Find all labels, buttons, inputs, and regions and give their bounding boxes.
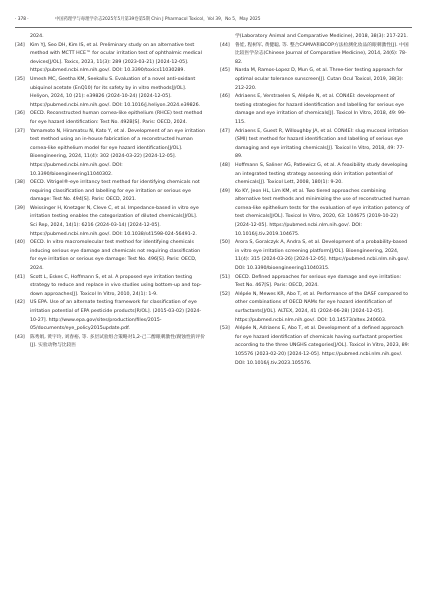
reference-number: [50] (220, 240, 230, 246)
reference-text: Kim YJ, Seo DH, Kim IS, et al. Preliminary study on an alternative test method with MCTT HCE™ for ocular irritation test of ophthalmic medical devices[J/OL]. Toxics, 2023, 11(3): 289 (2023-03-21) [2024-12-05]. https://pubmed.ncbi.nlm.nih.gov/. DOI: 10.3390/toxics11030289. (30, 42, 202, 74)
reference-number: [47] (220, 128, 230, 134)
reference-number: [36] (15, 111, 25, 117)
reference-text: Alépée N, Mewes KR, Abo T, et al. Performance of the DASF compared to other combinations of OECD NAMs for eye hazard identification of surfactants[J/OL]. ALTEX, 2024, 41 (2024-06-28) [2024-12-05]. https://pubmed.ncbi.nlm.nih.gov/. DOI: 10.14573/altex.240603. (235, 291, 409, 323)
reference-text: Weissinger H, Knetzger N, Cleve C, et al. Impedance-based in vitro eye irritation testing enables the categorization of diluted chemicals[J/OL]. Sci Rep, 2024, 14(1): 6216 (2024-03-14) [2024-12-05]. https://pubmed.ncbi.nlm.nih.gov/. DOI: 10.1038/s41598-024-56491-2. (30, 205, 199, 237)
reference-text: Scott L, Eskes C, Hoffmann S, et al. A proposed eye irritation testing strategy to reduce and replace in vivo studies using bottom-up and top-down approaches[J]. Toxicol In Vitro, 2010, 24(1): 1-9. (30, 274, 202, 297)
reference-number: [35] (15, 76, 25, 82)
reference-continuation (220, 33, 410, 42)
reference-number: [43] (15, 334, 25, 340)
reference-item (15, 76, 205, 110)
reference-text: Narda M, Ramos-Lopez D, Mun G, et al. Three-tier testing approach for optimal ocular tolerance sunscreen[J]. Cutan Ocul Toxicol, 2019, 38(3): 212-220. (235, 68, 404, 91)
reference-item (220, 239, 410, 273)
reference-item (15, 179, 205, 205)
reference-column-right (220, 33, 410, 368)
reference-number: [39] (15, 205, 25, 211)
reference-item (15, 299, 205, 333)
reference-number: [41] (15, 274, 25, 280)
reference-number: [38] (15, 180, 25, 186)
page-number: · 378 · (15, 17, 29, 22)
reference-item (15, 334, 205, 351)
reference-item (15, 205, 205, 239)
reference-text: Yamamoto N, Hiramatsu N, Kato Y, et al. Development of an eye irritation test method using an in-house fabrication of a reconstructed human cornea-like epithelium model for eye hazard identification[J/OL]. Bioengineering, 2024, 11(4): 302 (2024-03-22) [2024-12-05]. https://pubmed.ncbi.nlm.nih.gov/. DOI: 10.3390/bioengineering11040302. (30, 128, 205, 177)
reference-number: [51] (220, 274, 230, 280)
reference-item (15, 42, 205, 76)
reference-number: [42] (15, 300, 25, 306)
reference-number: [52] (220, 291, 230, 297)
reference-text: Adriaens E, Guest R, Willoughby JA, et al. CON4EI: slug mucosal irritation (SMI) test method for hazard identification and labelling of serious eye damaging and eye irritating chemicals[J]. Toxicol In Vitro, 2018, 49: 77-89. (235, 128, 409, 160)
reference-number: [44] (220, 42, 230, 48)
reference-item (220, 42, 410, 68)
reference-text: OECD. Vitrigel®-eye irritancy test method for identifying chemicals not requiring classification and labelling for eye irritation or serious eye damage: Test No. 494[S]. Paris: OECD, 2021. (30, 180, 200, 203)
reference-item (220, 162, 410, 188)
reference-item (15, 239, 205, 273)
reference-number: [48] (220, 162, 230, 168)
reference-item (15, 128, 205, 180)
reference-text: Adriaens E, Verstraelen S, Alépée N, et al. CON4EI: development of testing strategies for hazard identification and labelling for serious eye damage and eye irritation of chemicals[J]. Toxicol In Vitro, 2018, 49: 99-115. (235, 94, 406, 125)
reference-text: 学(Laboratory Animal and Comparative Medicine), 2018, 38(3): 217-221. (235, 34, 408, 39)
reference-item (220, 128, 410, 162)
reference-text: Alépée N, Adriaens E, Abo T, et al. Development of a defined approach for eye hazard identification of chemicals having surfactant properties according to the three UNGHS categories[J/OL]. Toxicol in Vitro, 2023, 89: 105576 (2023-02-20) [2024-12-05]. https://pubmed.ncbi.nlm.nih.gov/. DOI: 10.1016/j.tiv.2023.105576. (235, 326, 410, 366)
reference-text: 2024. (30, 34, 44, 39)
reference-text: OECD. Reconstructed human cornea-like epithelium (RHCE) test method for eye hazard identification: Test No. 492B[S]. Paris: OECD, 2024. (30, 111, 203, 125)
reference-number: [40] (15, 240, 25, 246)
running-header (15, 15, 412, 28)
reference-item (15, 274, 205, 300)
reference-number: [37] (15, 128, 25, 134)
reference-item (220, 188, 410, 240)
reference-text: 鲁娃, 程树军, 黄健聪, 等. 整合CAMVA和BCOP方法检测化妆品的眼刺激性[J]. 中国比较医学杂志(Chinese Journal of Comparative Medicine), 2014, 24(6): 78-82. (235, 42, 409, 65)
reference-text: Ko KY, Jeon HL, Lim KM, et al. Two tiered approaches combining alternative test methods and minimizing the use of reconstructed human cornea-like epithelium tests for the evaluation of eye irritation potency of test chemicals[J/OL]. Toxicol In Vitro, 2020, 63: 104675 (2019-10-22) [2024-12-05]. https://pubmed.ncbi.nlm.nih.gov/. DOI: 10.1016/j.tiv.2019.104675. (235, 188, 410, 237)
reference-text: Hoffmann S, Saliner AG, Patlewicz G, et al. A feasibility study developing an integrated testing strategy assessing skin irritation potential of chemicals[J]. Toxicol Lett, 2008, 180(1): 9-20. (235, 162, 408, 186)
reference-text: Arora S, Goralczyk A, Andra S, et al. Development of a probability-based in vitro eye irritation screening platform[J/OL]. Bioengineering, 2024, 11(4): 315 (2024-03-26) [2024-12-05]. https://pubmed.ncbi.nlm.nih.gov/. DOI: 10.3390/bioengineering11040315. (235, 240, 410, 272)
reference-text: OECD. In vitro macromolecular test method for identifying chemicals inducing serious eye damage and chemicals not requiring classification for eye irritation or serious eye damage: Test No. 496[S]. Paris: OECD, 2024. (30, 240, 201, 272)
reference-item (220, 325, 410, 368)
reference-text: US EPA. Use of an alternate testing framework for classification of eye irritation potential of EPA pesticide products[R/OL]. (2015-03-02) [2024-10-27]. http://www.epa.gov/sites/production/files/2015-05/documents/eye_policy2015update.pdf. (30, 300, 202, 332)
journal-citation-line: 中国药理学与毒理学杂志2025年5月第39卷第5期 Chin J Pharmacol Toxicol，Vol 39，No 5，May 2025 (55, 17, 261, 22)
reference-item (220, 274, 410, 291)
reference-number: [46] (220, 94, 230, 100)
reference-number: [53] (220, 326, 230, 332)
reference-item (15, 110, 205, 127)
reference-text: OECD. Defined approaches for serious eye damage and eye irritation: Test No. 467[S]. Paris: OECD, 2024. (235, 274, 402, 289)
reference-number: [45] (220, 68, 230, 74)
reference-text: Umesh MC, Geetha KM, Seekallu S. Evaluation of a novel anti-oxidant ubiquinol acetate (EnQ10) for its safety by in vitro methods[J/OL]. Heliyon, 2024, 10 (21): e39826 (2024-10-24) [2024-12-05]. https://pubmed.ncbi.nlm.nih.gov/. DOI: 10.1016/j.heliyon.2024.e39826. (30, 76, 201, 108)
reference-text: 陈秀娟, 黄宇玲, 刘春裕, 等. 多层试验组合策略对1,2-己二醇眼刺激性/腐蚀性的评价[J]. 实验动物与比较医 (30, 334, 205, 349)
reference-number: [49] (220, 188, 230, 194)
reference-number: [34] (15, 42, 25, 48)
reference-item (220, 67, 410, 93)
reference-continuation (15, 33, 205, 42)
reference-item (220, 93, 410, 127)
reference-column-left (15, 33, 205, 351)
reference-item (220, 291, 410, 325)
